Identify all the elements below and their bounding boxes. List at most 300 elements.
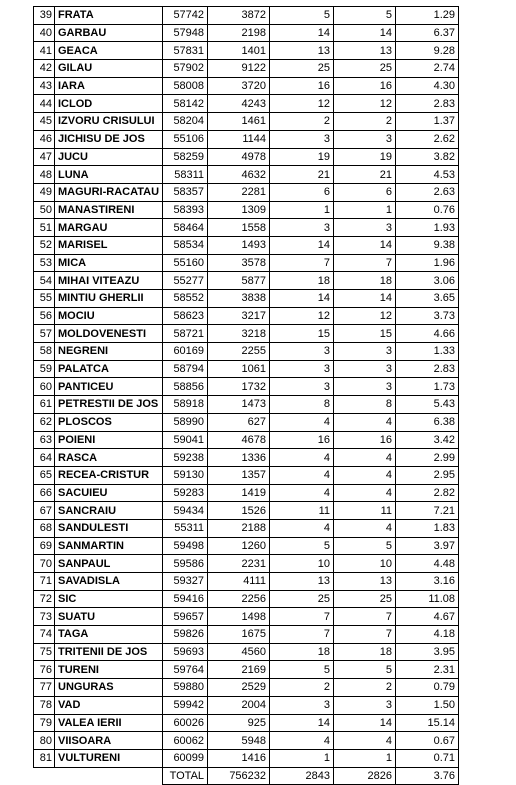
locality-code: 59942 [163,696,208,714]
row-index: 42 [34,60,55,78]
value-b: 11 [334,502,396,520]
locality-code: 59041 [163,431,208,449]
population: 3218 [208,325,270,343]
value-a: 16 [270,431,334,449]
table-row [34,608,459,626]
locality-name: ICLOD [55,95,163,113]
population: 1357 [208,466,270,484]
ratio: 2.62 [396,130,459,148]
value-a: 15 [270,325,334,343]
population: 3838 [208,290,270,308]
row-index: 43 [34,77,55,95]
total-label: TOTAL [163,767,208,785]
value-b: 10 [334,555,396,573]
population: 1401 [208,42,270,60]
locality-name: RASCA [55,449,163,467]
population: 1061 [208,360,270,378]
row-index: 64 [34,449,55,467]
locality-code: 55277 [163,272,208,290]
ratio: 7.21 [396,502,459,520]
value-b: 14 [334,24,396,42]
value-a: 3 [270,130,334,148]
ratio: 4.30 [396,77,459,95]
value-a: 2 [270,679,334,697]
table-row [34,24,459,42]
value-b: 4 [334,413,396,431]
locality-code: 58311 [163,166,208,184]
row-index: 66 [34,484,55,502]
table-row [34,555,459,573]
value-b: 16 [334,431,396,449]
population: 1260 [208,537,270,555]
row-index: 74 [34,626,55,644]
locality-name: VAD [55,696,163,714]
locality-code: 59586 [163,555,208,573]
locality-name: FRATA [55,7,163,25]
value-b: 18 [334,272,396,290]
ratio: 0.79 [396,679,459,697]
population: 3217 [208,307,270,325]
ratio: 2.31 [396,661,459,679]
value-a: 8 [270,396,334,414]
ratio: 2.74 [396,60,459,78]
row-index: 71 [34,573,55,591]
value-b: 18 [334,643,396,661]
value-a: 4 [270,449,334,467]
value-b: 3 [334,219,396,237]
locality-code: 59498 [163,537,208,555]
population: 4678 [208,431,270,449]
value-b: 4 [334,449,396,467]
ratio: 3.06 [396,272,459,290]
table-row [34,290,459,308]
locality-code: 59283 [163,484,208,502]
population: 4111 [208,573,270,591]
population: 925 [208,714,270,732]
locality-code: 58856 [163,378,208,396]
value-a: 7 [270,626,334,644]
locality-code: 58990 [163,413,208,431]
locality-name: MAGURI-RACATAU [55,183,163,201]
ratio: 2.95 [396,466,459,484]
ratio: 5.43 [396,396,459,414]
population: 1473 [208,396,270,414]
value-a: 4 [270,484,334,502]
value-a: 2 [270,113,334,131]
row-index: 72 [34,590,55,608]
value-b: 7 [334,254,396,272]
row-index: 77 [34,679,55,697]
value-a: 19 [270,148,334,166]
value-b: 12 [334,95,396,113]
locality-name: SUATU [55,608,163,626]
population: 3720 [208,77,270,95]
locality-code: 57742 [163,7,208,25]
row-index: 60 [34,378,55,396]
locality-code: 59130 [163,466,208,484]
locality-name: SAVADISLA [55,573,163,591]
value-a: 13 [270,573,334,591]
locality-code: 59880 [163,679,208,697]
value-b: 16 [334,77,396,95]
value-a: 25 [270,60,334,78]
locality-name: MOLDOVENESTI [55,325,163,343]
locality-code: 55160 [163,254,208,272]
row-index: 81 [34,749,55,767]
table-row [34,732,459,750]
table-row [34,60,459,78]
value-a: 4 [270,466,334,484]
ratio: 1.33 [396,343,459,361]
locality-code: 59693 [163,643,208,661]
population: 2004 [208,696,270,714]
row-index: 58 [34,343,55,361]
locality-code: 58794 [163,360,208,378]
value-a: 5 [270,537,334,555]
locality-name: SANPAUL [55,555,163,573]
table-row [34,95,459,113]
total-row [34,767,459,785]
value-a: 4 [270,413,334,431]
locality-name: MIHAI VITEAZU [55,272,163,290]
locality-code: 60169 [163,343,208,361]
locality-name: SANCRAIU [55,502,163,520]
value-a: 6 [270,183,334,201]
row-index: 68 [34,519,55,537]
population: 1416 [208,749,270,767]
ratio: 11.08 [396,590,459,608]
locality-name: NEGRENI [55,343,163,361]
population: 9122 [208,60,270,78]
table-row [34,307,459,325]
table-row [34,7,459,25]
value-a: 4 [270,732,334,750]
table-row [34,396,459,414]
value-b: 14 [334,290,396,308]
locality-name: LUNA [55,166,163,184]
locality-code: 59238 [163,449,208,467]
population: 2256 [208,590,270,608]
value-a: 14 [270,24,334,42]
locality-code: 59416 [163,590,208,608]
ratio: 1.83 [396,519,459,537]
table-row [34,77,459,95]
ratio: 4.67 [396,608,459,626]
table-row [34,254,459,272]
value-b: 21 [334,166,396,184]
ratio: 1.37 [396,113,459,131]
row-index: 44 [34,95,55,113]
locality-code: 59764 [163,661,208,679]
table-row [34,749,459,767]
row-index: 78 [34,696,55,714]
value-a: 14 [270,290,334,308]
locality-name: RECEA-CRISTUR [55,466,163,484]
row-index: 67 [34,502,55,520]
ratio: 2.83 [396,360,459,378]
value-a: 7 [270,608,334,626]
value-a: 13 [270,42,334,60]
value-b: 4 [334,484,396,502]
value-b: 7 [334,626,396,644]
population: 1309 [208,201,270,219]
value-b: 25 [334,60,396,78]
row-index: 50 [34,201,55,219]
table-row [34,166,459,184]
value-a: 25 [270,590,334,608]
table-row [34,696,459,714]
population: 2281 [208,183,270,201]
locality-name: JUCU [55,148,163,166]
locality-name: VALEA IERII [55,714,163,732]
ratio: 15.14 [396,714,459,732]
ratio: 6.38 [396,413,459,431]
locality-name: TURENI [55,661,163,679]
ratio: 0.71 [396,749,459,767]
locality-name: SANMARTIN [55,537,163,555]
value-b: 1 [334,749,396,767]
ratio: 4.18 [396,626,459,644]
locality-code: 58393 [163,201,208,219]
population: 1732 [208,378,270,396]
locality-name: MINTIU GHERLII [55,290,163,308]
value-b: 2 [334,113,396,131]
ratio: 4.53 [396,166,459,184]
locality-name: MOCIU [55,307,163,325]
value-a: 5 [270,661,334,679]
table-row [34,431,459,449]
table-row [34,183,459,201]
population: 1498 [208,608,270,626]
locality-name: IZVORU CRISULUI [55,113,163,131]
locality-name: TRITENII DE JOS [55,643,163,661]
locality-code: 60062 [163,732,208,750]
population: 1144 [208,130,270,148]
total-spacer [34,767,163,785]
value-b: 8 [334,396,396,414]
population: 2188 [208,519,270,537]
population: 1461 [208,113,270,131]
population: 4632 [208,166,270,184]
locality-code: 58464 [163,219,208,237]
value-a: 1 [270,749,334,767]
value-b: 4 [334,732,396,750]
value-b: 3 [334,378,396,396]
value-a: 5 [270,7,334,25]
locality-code: 55106 [163,130,208,148]
value-a: 10 [270,555,334,573]
ratio: 3.65 [396,290,459,308]
row-index: 55 [34,290,55,308]
value-a: 16 [270,77,334,95]
ratio: 2.83 [396,95,459,113]
locality-name: PLOSCOS [55,413,163,431]
locality-code: 58552 [163,290,208,308]
ratio: 4.66 [396,325,459,343]
locality-code: 58204 [163,113,208,131]
value-a: 3 [270,343,334,361]
total-population: 756232 [208,767,270,785]
population: 5948 [208,732,270,750]
population: 4243 [208,95,270,113]
value-b: 15 [334,325,396,343]
value-b: 4 [334,519,396,537]
ratio: 3.97 [396,537,459,555]
table-row [34,378,459,396]
locality-name: MICA [55,254,163,272]
value-b: 1 [334,201,396,219]
locality-code: 60026 [163,714,208,732]
table-row [34,502,459,520]
value-b: 5 [334,7,396,25]
ratio: 9.28 [396,42,459,60]
table-row [34,590,459,608]
ratio: 6.37 [396,24,459,42]
value-b: 13 [334,573,396,591]
locality-code: 58357 [163,183,208,201]
ratio: 3.82 [396,148,459,166]
ratio: 0.76 [396,201,459,219]
value-b: 19 [334,148,396,166]
value-b: 12 [334,307,396,325]
ratio: 9.38 [396,236,459,254]
locality-code: 58008 [163,77,208,95]
locality-code: 59327 [163,573,208,591]
population: 5877 [208,272,270,290]
row-index: 61 [34,396,55,414]
row-index: 56 [34,307,55,325]
value-a: 3 [270,378,334,396]
locality-name: PETRESTII DE JOS [55,396,163,414]
row-index: 76 [34,661,55,679]
row-index: 52 [34,236,55,254]
locality-name: MANASTIRENI [55,201,163,219]
row-index: 75 [34,643,55,661]
table-row [34,148,459,166]
locality-code: 55311 [163,519,208,537]
table-row [34,42,459,60]
table-row [34,626,459,644]
population: 2231 [208,555,270,573]
value-a: 3 [270,219,334,237]
table-row [34,113,459,131]
value-b: 5 [334,661,396,679]
row-index: 39 [34,7,55,25]
table-row [34,272,459,290]
locality-name: VULTURENI [55,749,163,767]
value-a: 21 [270,166,334,184]
population: 4560 [208,643,270,661]
row-index: 45 [34,113,55,131]
value-b: 4 [334,466,396,484]
locality-name: VIISOARA [55,732,163,750]
locality-name: IARA [55,77,163,95]
ratio: 4.48 [396,555,459,573]
value-a: 14 [270,714,334,732]
population: 1675 [208,626,270,644]
value-b: 14 [334,714,396,732]
population: 1493 [208,236,270,254]
locality-name: PALATCA [55,360,163,378]
value-b: 3 [334,696,396,714]
value-a: 3 [270,696,334,714]
population: 1336 [208,449,270,467]
locality-code: 58623 [163,307,208,325]
locality-name: GEACA [55,42,163,60]
value-a: 11 [270,502,334,520]
value-a: 3 [270,360,334,378]
locality-name: POIENI [55,431,163,449]
row-index: 70 [34,555,55,573]
population: 2255 [208,343,270,361]
row-index: 65 [34,466,55,484]
table-row [34,679,459,697]
table-row [34,484,459,502]
locality-code: 57948 [163,24,208,42]
row-index: 57 [34,325,55,343]
table-row [34,325,459,343]
value-b: 25 [334,590,396,608]
table-row [34,519,459,537]
table-row [34,130,459,148]
row-index: 59 [34,360,55,378]
value-a: 12 [270,95,334,113]
locality-code: 58259 [163,148,208,166]
total-ratio: 3.76 [396,767,459,785]
value-a: 4 [270,519,334,537]
locality-code: 59657 [163,608,208,626]
locality-code: 58918 [163,396,208,414]
row-index: 40 [34,24,55,42]
locality-name: PANTICEU [55,378,163,396]
population: 3578 [208,254,270,272]
data-table [33,6,459,785]
value-a: 1 [270,201,334,219]
value-a: 7 [270,254,334,272]
ratio: 1.29 [396,7,459,25]
locality-name: SACUIEU [55,484,163,502]
row-index: 49 [34,183,55,201]
ratio: 1.96 [396,254,459,272]
ratio: 0.67 [396,732,459,750]
locality-code: 57831 [163,42,208,60]
table-row [34,714,459,732]
table-row [34,413,459,431]
row-index: 51 [34,219,55,237]
row-index: 48 [34,166,55,184]
population: 2198 [208,24,270,42]
value-b: 14 [334,236,396,254]
table-row [34,661,459,679]
population: 4978 [208,148,270,166]
ratio: 1.93 [396,219,459,237]
value-b: 5 [334,537,396,555]
ratio: 2.82 [396,484,459,502]
value-a: 18 [270,272,334,290]
value-b: 3 [334,343,396,361]
row-index: 54 [34,272,55,290]
ratio: 2.63 [396,183,459,201]
population: 2529 [208,679,270,697]
population: 1526 [208,502,270,520]
locality-code: 59434 [163,502,208,520]
locality-name: MARISEL [55,236,163,254]
locality-name: GILAU [55,60,163,78]
table-row [34,343,459,361]
row-index: 41 [34,42,55,60]
population: 2169 [208,661,270,679]
ratio: 3.16 [396,573,459,591]
